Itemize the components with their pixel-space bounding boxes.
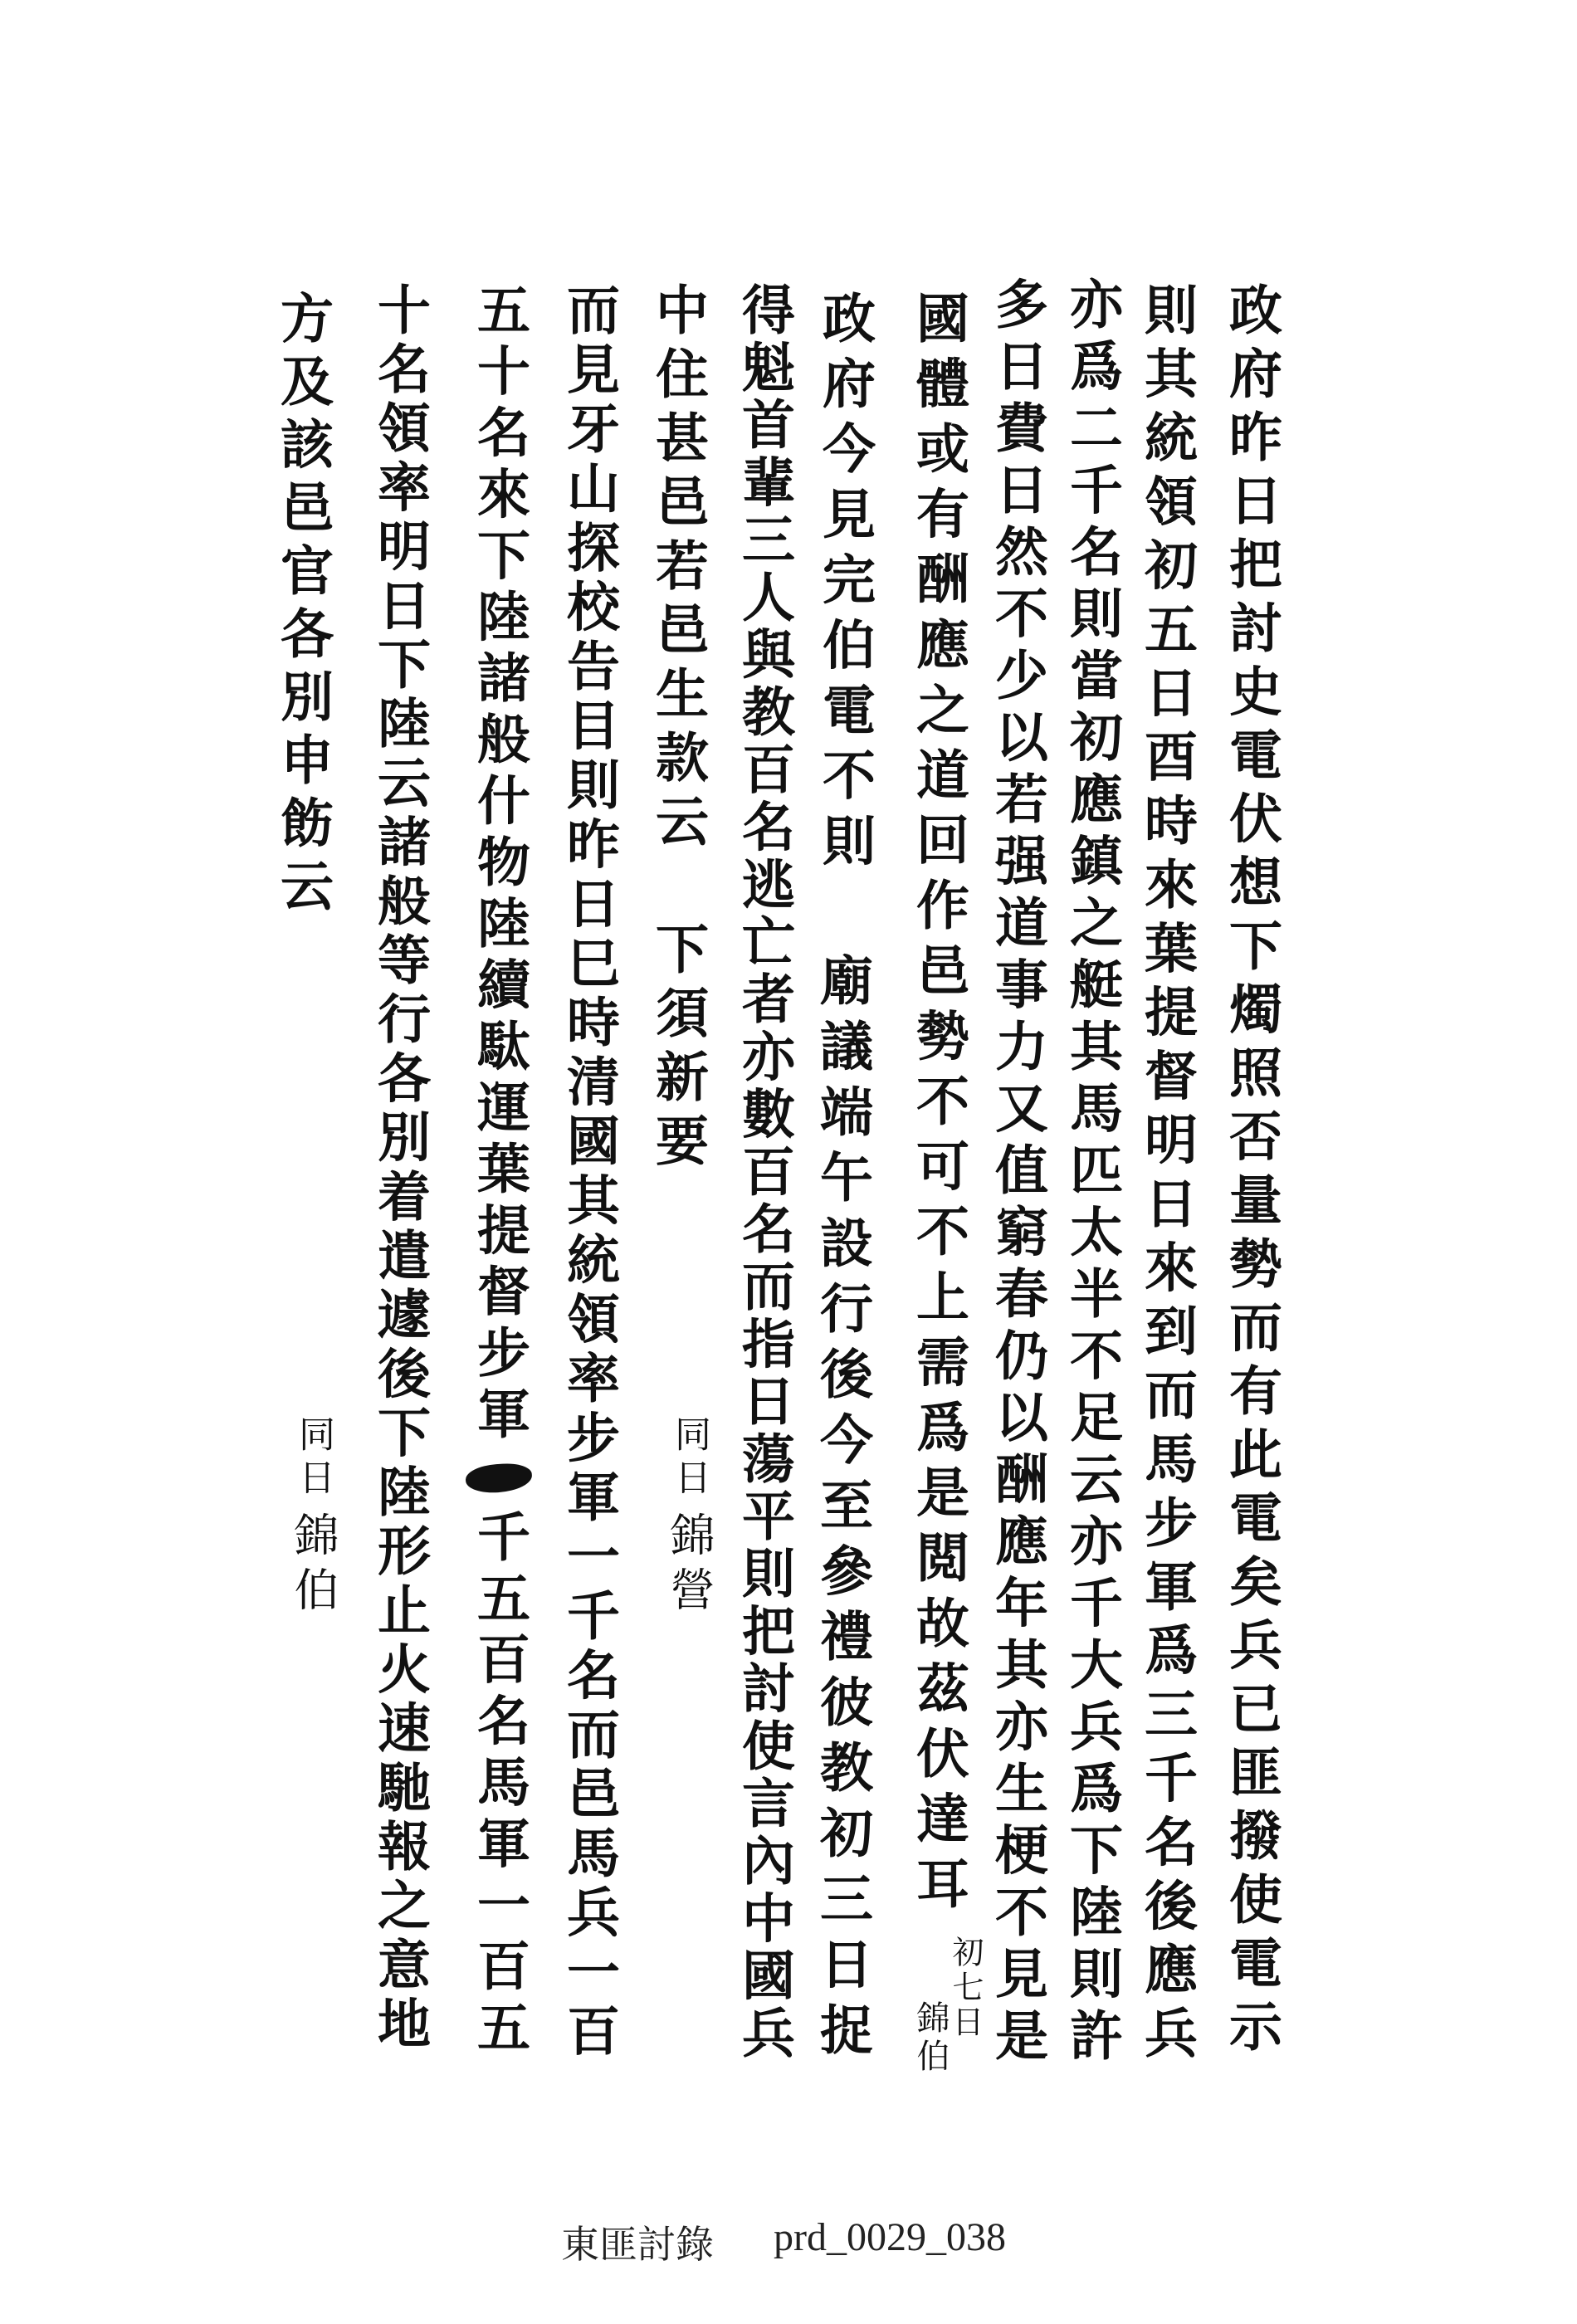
text-column-4: 多日費日然不少以若强道事力又值窮春仍以酬應年其亦生梗不見是: [986, 276, 1048, 2070]
signature-date-2: 同日: [668, 1415, 710, 1501]
footer-collection-title: 東匪討錄: [561, 2224, 714, 2266]
text-column-6-lower: 廟議端午設行後今至參禮彼教初三日捉: [811, 953, 873, 2068]
signature-sender-2: 錦營: [663, 1511, 715, 1621]
signature-3: [287, 1415, 339, 1621]
text-column-12: 方及該邑官各別申飭云: [271, 290, 334, 921]
text-column-11: 十名領率明日下陸云諸般等行各別着遣遽後下陸形止火速馳報之意地: [369, 282, 431, 2055]
ink-blot: [472, 1448, 525, 1509]
text-column-8: 中住甚邑若邑生款云 下須新要: [647, 282, 709, 1177]
signature-date-1: 初七日: [947, 1936, 984, 2040]
signature-date-3: 同日: [292, 1415, 334, 1501]
text-column-7: 得魁首輩三人與教百名逃亡者亦數百名而指日蕩平則把討使言內中國兵: [733, 282, 795, 2063]
text-column-10-after-blot: 千五百名馬軍一百五: [468, 1509, 530, 2062]
text-column-9: 而見牙山探校告目則昨日巳時清國其統領率步軍一千名而邑馬兵一百: [558, 282, 620, 2063]
text-column-10-before-blot: 五十名來下陸諸般什物陸續駄運葉提督步軍: [468, 282, 530, 1448]
signature-2: [663, 1415, 715, 1621]
footer-page-id: prd_0029_038: [774, 2215, 1006, 2259]
text-column-2: 則其統領初五日酉時來葉提督明日來到而馬步軍爲三千名後應兵: [1135, 282, 1198, 2070]
text-column-1: 政府昨日把討史電伏想下燭照否量勢而有此電矣兵已匪撥使電示: [1220, 282, 1282, 2063]
text-column-3: 亦爲二千名則當初應鎮之艇其馬匹太半不足云亦千大兵爲下陸則許: [1061, 276, 1123, 2070]
signature-sender-3: 錦伯: [287, 1511, 339, 1621]
text-column-5: 國體或有酬應之道回作邑勢不可不上需爲是閲故茲伏達耳: [907, 290, 969, 1921]
text-column-6-upper: 政府今見完伯電不則: [813, 290, 876, 879]
signature-sender-1: 錦伯: [911, 2000, 950, 2077]
text-column-10: [468, 282, 530, 2062]
